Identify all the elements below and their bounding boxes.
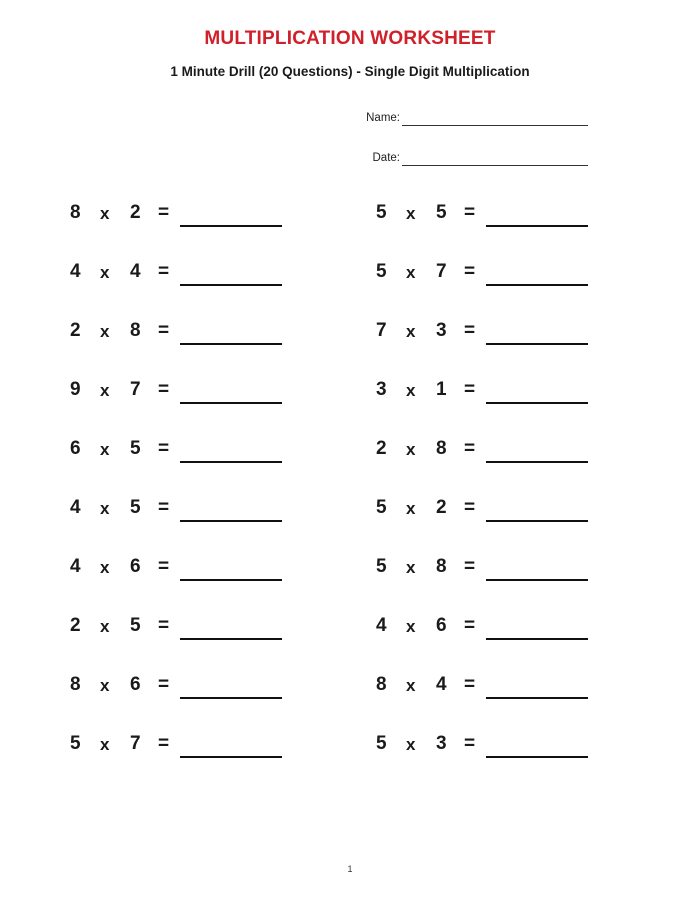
multiply-sign: x	[100, 676, 110, 695]
multiplier: 6	[436, 615, 447, 636]
problem-left-1	[70, 200, 300, 230]
multiplier: 5	[130, 615, 141, 636]
answer-blank[interactable]	[486, 225, 588, 227]
multiply-sign: x	[406, 381, 416, 400]
problem-left-6	[70, 495, 300, 525]
answer-blank[interactable]	[180, 697, 282, 699]
problem-right-2	[376, 259, 606, 289]
multiplier: 6	[130, 674, 141, 695]
multiplicand: 4	[70, 497, 81, 518]
equals-sign: =	[158, 379, 170, 400]
multiply-sign: x	[100, 263, 110, 282]
multiplicand: 9	[70, 379, 81, 400]
multiply-sign: x	[100, 617, 110, 636]
problem-left-10	[70, 731, 300, 761]
problem-right-7	[376, 554, 606, 584]
answer-blank[interactable]	[180, 402, 282, 404]
answer-blank[interactable]	[180, 520, 282, 522]
equals-sign: =	[158, 674, 170, 695]
multiplier: 3	[436, 320, 447, 341]
multiplier: 5	[130, 438, 141, 459]
multiplier: 4	[130, 261, 141, 282]
problem-right-4	[376, 377, 606, 407]
answer-blank[interactable]	[486, 343, 588, 345]
answer-blank[interactable]	[486, 579, 588, 581]
multiply-sign: x	[406, 735, 416, 754]
worksheet-subtitle: 1 Minute Drill (20 Questions) - Single Digit Multiplication	[170, 64, 530, 79]
name-input-line[interactable]	[402, 125, 588, 126]
multiplicand: 2	[70, 615, 81, 636]
answer-blank[interactable]	[486, 461, 588, 463]
multiplier: 7	[130, 733, 141, 754]
name-label: Name:	[366, 112, 400, 124]
multiplier: 3	[436, 733, 447, 754]
equals-sign: =	[158, 202, 170, 223]
multiplicand: 5	[70, 733, 81, 754]
multiplier: 2	[436, 497, 447, 518]
equals-sign: =	[464, 438, 476, 459]
answer-blank[interactable]	[180, 579, 282, 581]
multiplier: 5	[130, 497, 141, 518]
equals-sign: =	[158, 438, 170, 459]
multiplier: 4	[436, 674, 447, 695]
multiply-sign: x	[406, 617, 416, 636]
multiplier: 2	[130, 202, 141, 223]
multiplicand: 2	[376, 438, 387, 459]
equals-sign: =	[464, 379, 476, 400]
multiplicand: 6	[70, 438, 81, 459]
multiplicand: 8	[70, 674, 81, 695]
multiplier: 8	[436, 556, 447, 577]
answer-blank[interactable]	[486, 402, 588, 404]
multiplier: 6	[130, 556, 141, 577]
worksheet-title: MULTIPLICATION WORKSHEET	[204, 28, 496, 49]
multiply-sign: x	[406, 204, 416, 223]
answer-blank[interactable]	[180, 225, 282, 227]
equals-sign: =	[158, 261, 170, 282]
equals-sign: =	[158, 556, 170, 577]
answer-blank[interactable]	[180, 343, 282, 345]
problem-right-6	[376, 495, 606, 525]
multiplier: 7	[436, 261, 447, 282]
equals-sign: =	[158, 320, 170, 341]
multiplicand: 4	[70, 261, 81, 282]
problem-right-9	[376, 672, 606, 702]
multiplicand: 2	[70, 320, 81, 341]
multiplicand: 5	[376, 733, 387, 754]
answer-blank[interactable]	[180, 284, 282, 286]
multiplier: 7	[130, 379, 141, 400]
problem-left-7	[70, 554, 300, 584]
multiplicand: 5	[376, 497, 387, 518]
answer-blank[interactable]	[486, 284, 588, 286]
multiply-sign: x	[406, 322, 416, 341]
problem-left-9	[70, 672, 300, 702]
multiply-sign: x	[100, 499, 110, 518]
multiplicand: 3	[376, 379, 387, 400]
equals-sign: =	[464, 261, 476, 282]
answer-blank[interactable]	[486, 756, 588, 758]
multiplicand: 5	[376, 261, 387, 282]
name-field[interactable]	[340, 106, 590, 126]
date-input-line[interactable]	[402, 165, 588, 166]
problem-right-8	[376, 613, 606, 643]
multiply-sign: x	[100, 204, 110, 223]
answer-blank[interactable]	[180, 756, 282, 758]
multiplicand: 5	[376, 202, 387, 223]
multiplicand: 7	[376, 320, 387, 341]
multiply-sign: x	[100, 735, 110, 754]
equals-sign: =	[158, 615, 170, 636]
multiply-sign: x	[406, 558, 416, 577]
problem-left-8	[70, 613, 300, 643]
multiply-sign: x	[406, 440, 416, 459]
problem-left-5	[70, 436, 300, 466]
multiply-sign: x	[100, 440, 110, 459]
multiply-sign: x	[406, 499, 416, 518]
multiply-sign: x	[100, 322, 110, 341]
answer-blank[interactable]	[180, 638, 282, 640]
problem-right-3	[376, 318, 606, 348]
multiplicand: 8	[70, 202, 81, 223]
multiply-sign: x	[100, 558, 110, 577]
multiplicand: 4	[70, 556, 81, 577]
multiply-sign: x	[100, 381, 110, 400]
equals-sign: =	[464, 556, 476, 577]
multiplier: 1	[436, 379, 447, 400]
equals-sign: =	[464, 615, 476, 636]
equals-sign: =	[464, 674, 476, 695]
answer-blank[interactable]	[486, 638, 588, 640]
problem-right-5	[376, 436, 606, 466]
multiplier: 5	[436, 202, 447, 223]
equals-sign: =	[158, 733, 170, 754]
problem-left-2	[70, 259, 300, 289]
multiplicand: 5	[376, 556, 387, 577]
date-field[interactable]	[340, 146, 590, 166]
answer-blank[interactable]	[180, 461, 282, 463]
answer-blank[interactable]	[486, 697, 588, 699]
multiply-sign: x	[406, 263, 416, 282]
multiplier: 8	[130, 320, 141, 341]
page-number: 1	[347, 864, 353, 874]
problem-left-4	[70, 377, 300, 407]
problem-right-10	[376, 731, 606, 761]
multiplicand: 8	[376, 674, 387, 695]
problem-left-3	[70, 318, 300, 348]
equals-sign: =	[464, 733, 476, 754]
multiply-sign: x	[406, 676, 416, 695]
equals-sign: =	[158, 497, 170, 518]
equals-sign: =	[464, 320, 476, 341]
date-label: Date:	[372, 152, 400, 164]
equals-sign: =	[464, 202, 476, 223]
equals-sign: =	[464, 497, 476, 518]
multiplicand: 4	[376, 615, 387, 636]
problem-right-1	[376, 200, 606, 230]
answer-blank[interactable]	[486, 520, 588, 522]
multiplier: 8	[436, 438, 447, 459]
